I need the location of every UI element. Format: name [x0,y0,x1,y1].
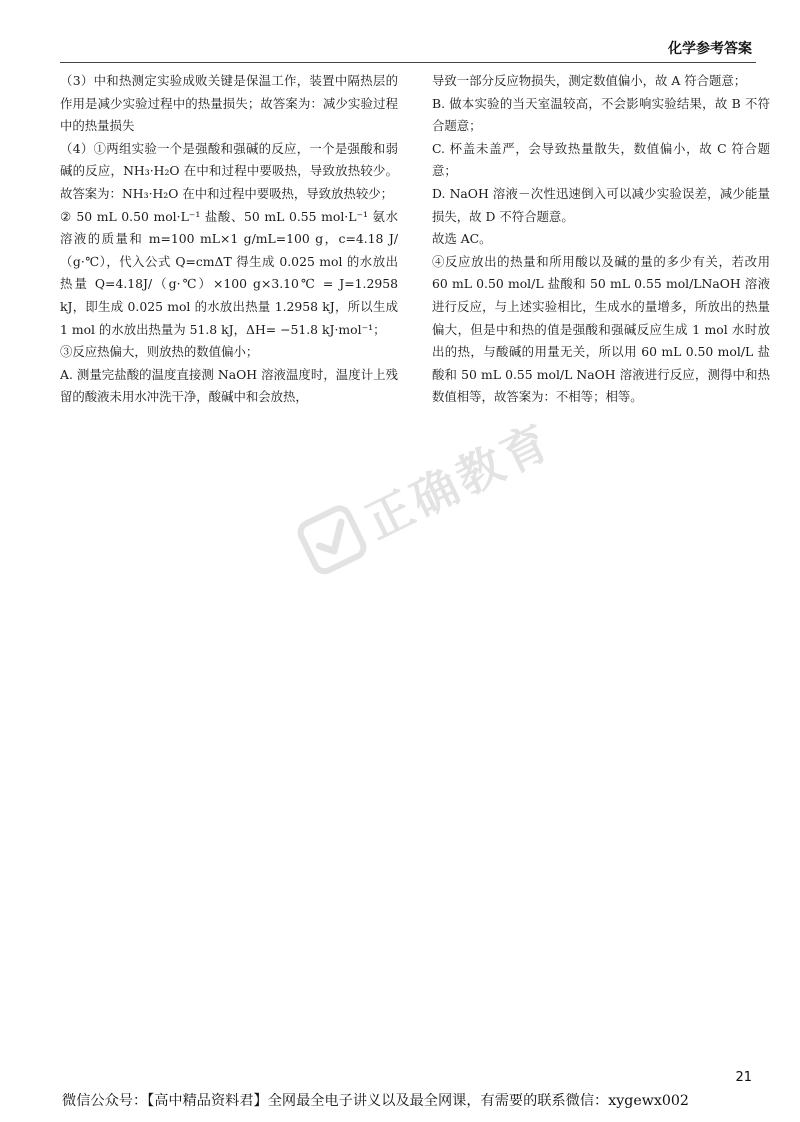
answer-paragraph: 导致一部分反应物损失，测定数值偏小，故 A 符合题意； [432,73,747,88]
page-number: 21 [735,1070,752,1085]
left-column [60,70,398,409]
answer-paragraph: （3）中和热测定实验成败关键是保温工作，装置中隔热层的作用是减少实验过程中的热量损失；故答案为：减少实验过程中的热量损失 [60,73,398,134]
watermark [291,405,563,583]
answer-paragraph: D. NaOH 溶液－次性迅速倒入可以减少实验误差，减少能量损失，故 D 不符合题意。 [432,185,770,224]
answer-paragraph: （4）①两组实验一个是强酸和强碱的反应，一个是强酸和弱碱的反应，NH₃·H₂O 在中和过程中要吸热，导致放热较少。故答案为：NH₃·H₂O 在中和过程中要吸热，导致放热较少； [60,140,398,201]
header-divider [60,62,756,63]
right-column [432,70,770,409]
answer-paragraph: 故选 AC。 [432,231,492,247]
answer-paragraph: ③反应热偏大，则放热的数值偏小； [60,344,259,360]
answer-paragraph: A. 测量完盐酸的温度直接测 NaOH 溶液温度时，温度计上残留的酸液未用水冲洗干净，酸碱中和会放热， [60,366,398,405]
answer-paragraph: B. 做本实验的当天室温较高，不会影响实验结果，故 B 不符合题意； [432,95,770,134]
document-header-title: 化学参考答案 [668,41,752,57]
check-logo-icon [292,500,372,580]
watermark-text: 正确教育 [357,413,561,550]
footer-note: 微信公众号：【高中精品资料君】全网最全电子讲义以及最全网课，有需要的联系微信：xygewx002 [62,1093,689,1109]
answer-paragraph: ② 50 mL 0.50 mol·L⁻¹ 盐酸、50 mL 0.55 mol·L⁻¹ 氨水溶液的质量和 m=100 mL×1 g/mL=100 g，c=4.18 J/（g·℃），代入公式 Q=cmΔT 得生成 0.025 mol 的水放出热量 Q=4.18J/（g·℃）×100 g×3.10℃ = J=1.2958 kJ，即生成 0.025 mol 的水放出热量 1.2958 kJ，所以生成 1 mol 的水放出热量为 51.8 kJ，ΔH= −51.8 kJ·mol⁻¹； [60,208,398,337]
answer-paragraph: ④反应放出的热量和所用酸以及碱的量的多少有关，若改用 60 mL 0.50 mol/L 盐酸和 50 mL 0.55 mol/LNaOH 溶液进行反应，与上述实验相比，生成水的量增多，所放出的热量偏大，但是中和热的值是强酸和强碱反应生成 1 mol 水时放出的热，与酸碱的用量无关，所以用 60 mL 0.50 mol/L 盐酸和 50 mL 0.55 mol/L NaOH 溶液进行反应，测得中和热数值相等，故答案为：不相等；相等。 [432,253,770,405]
answer-paragraph: C. 杯盖未盖严，会导致热量散失，数值偏小，故 C 符合题意； [432,140,770,179]
